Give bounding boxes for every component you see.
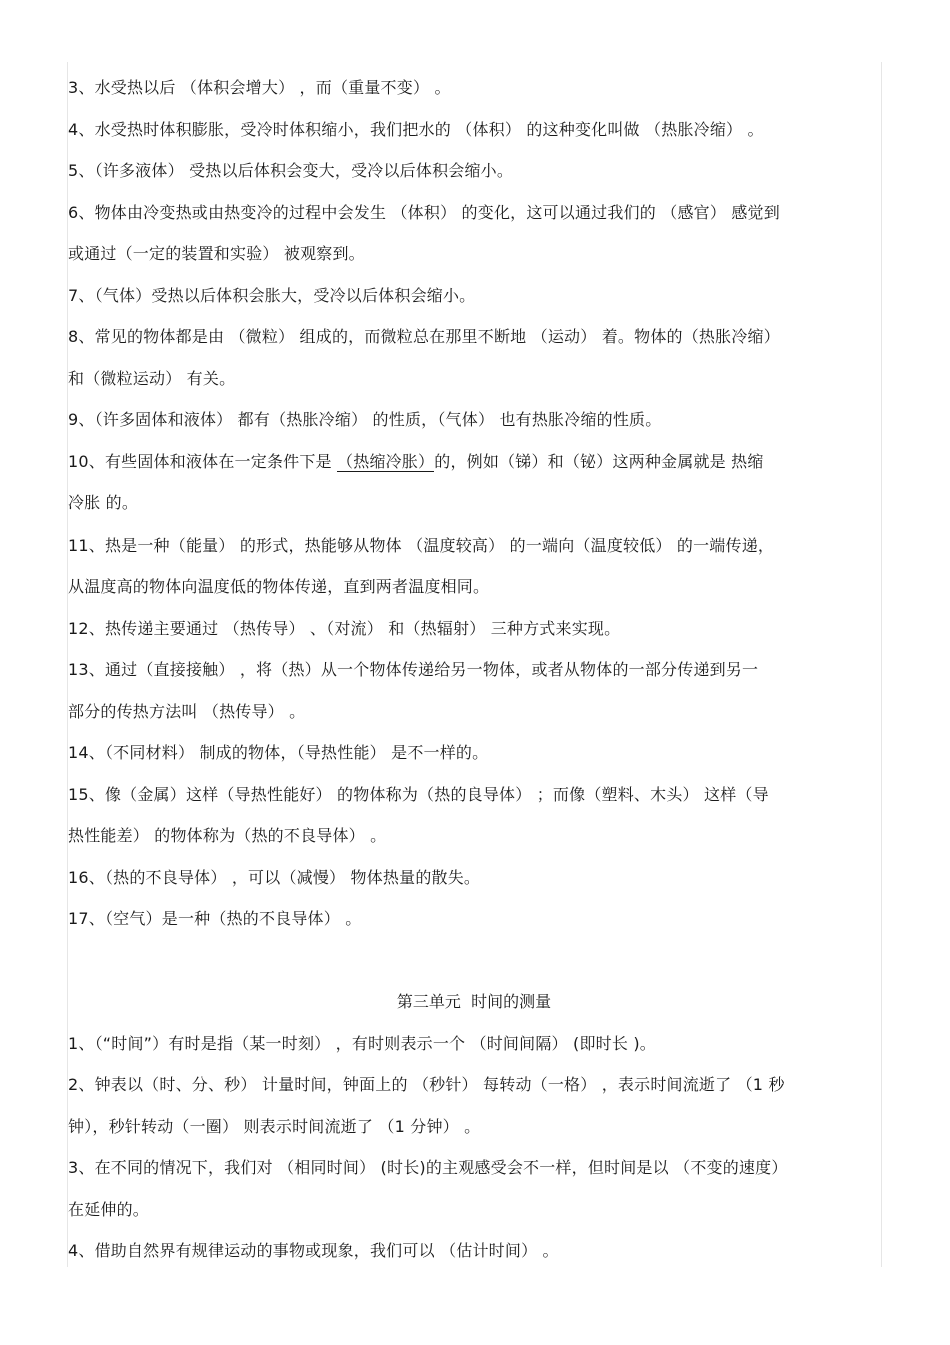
text-line: 4、借助自然界有规律运动的事物或现象，我们可以 （估计时间） 。 (68, 1241, 559, 1260)
text-line: 5、（许多液体） 受热以后体积会变大，受冷以后体积会缩小。 (68, 161, 514, 180)
text-line: 7、（气体）受热以后体积会胀大，受冷以后体积会缩小。 (68, 286, 476, 305)
underlined-answer: （热缩冷胀） (337, 452, 435, 471)
text-line: 钟），秒针转动（一圈） 则表示时间流逝了 （1 分钟） 。 (68, 1117, 481, 1136)
text-line: 14、（不同材料） 制成的物体，（导热性能） 是不一样的。 (68, 743, 489, 762)
text-line: 13、通过（直接接触） ，将（热）从一个物体传递给另一物体，或者从物体的一部分传递到另一 (68, 660, 759, 679)
line-10-prefix: 10、有些固体和液体在一定条件下是 (68, 452, 338, 471)
text-line: 6、物体由冷变热或由热变冷的过程中会发生 （体积） 的变化，这可以通过我们的 （感官） 感觉到 (68, 203, 780, 222)
line-10-suffix: 的，例如（锑）和（铋）这两种金属就是 热缩 (434, 452, 764, 471)
text-line: 3、在不同的情况下，我们对 （相同时间） (时长)的主观感受会不一样，但时间是以 （不变的速度） (68, 1158, 788, 1177)
text-line: 12、热传递主要通过 （热传导） 、（对流） 和（热辐射） 三种方式来实现。 (68, 619, 621, 638)
text-line: 热性能差） 的物体称为（热的不良导体） 。 (68, 826, 387, 845)
text-line: 在延伸的。 (68, 1200, 150, 1219)
text-line: 15、像（金属）这样（导热性能好） 的物体称为（热的良导体） ；而像（塑料、木头） 这样（导 (68, 785, 769, 804)
text-line: 4、水受热时体积膨胀，受冷时体积缩小，我们把水的 （体积） 的这种变化叫做 （热胀冷缩） 。 (68, 120, 764, 139)
text-line: 11、热是一种（能量） 的形式，热能够从物体 （温度较高） 的一端向（温度较低） 的一端传递， (68, 536, 775, 555)
text-line-10 (68, 451, 880, 473)
text-line: 17、（空气）是一种（热的不良导体） 。 (68, 909, 362, 928)
text-line: 或通过（一定的装置和实验） 被观察到。 (68, 244, 365, 263)
text-line: 3、水受热以后 （体积会增大） ，而（重量不变） 。 (68, 78, 451, 97)
text-line: 8、常见的物体都是由 （微粒） 组成的，而微粒总在那里不断地 （运动） 着。物体的（热胀冷缩） (68, 327, 780, 346)
text-line: 1、（“时间”）有时是指（某一时刻） ，有时则表示一个 （时间间隔） (即时长 )。 (68, 1034, 656, 1053)
text-line: 9、（许多固体和液体） 都有（热胀冷缩） 的性质，（气体） 也有热胀冷缩的性质。 (68, 410, 662, 429)
page-right-border (881, 62, 882, 1267)
text-line: 部分的传热方法叫 （热传导） 。 (68, 702, 306, 721)
text-line: 冷胀 的。 (68, 493, 139, 512)
section-title: 第三单元 时间的测量 (396, 992, 552, 1011)
text-line: 2、钟表以（时、分、秒） 计量时间，钟面上的 （秒针） 每转动（一格） ，表示时间流逝了 （1 秒 (68, 1075, 785, 1094)
text-line: 16、（热的不良导体） ，可以（减慢） 物体热量的散失。 (68, 868, 481, 887)
text-line: 和（微粒运动） 有关。 (68, 369, 236, 388)
text-line: 从温度高的物体向温度低的物体传递，直到两者温度相同。 (68, 577, 490, 596)
